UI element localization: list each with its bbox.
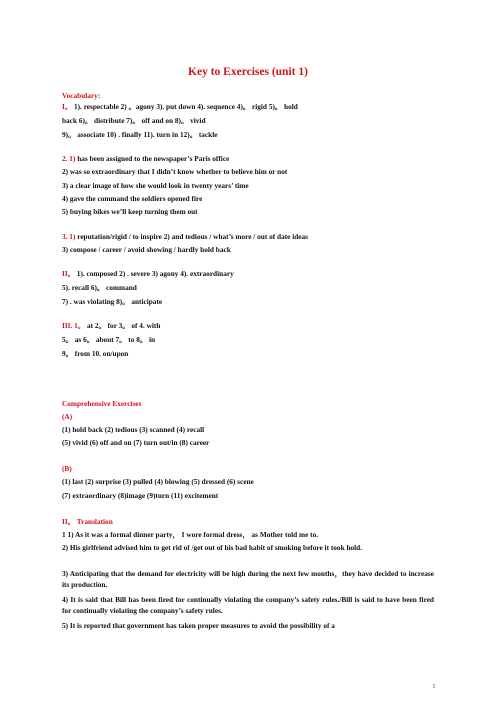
partIII-line1	[62, 320, 434, 331]
vocab-part2-line2: 2) was so extraordinary that I didn’t know whether to believe him or not	[62, 167, 288, 176]
vocab-part2-line4: 4) gave the command the soldiers opened fire	[62, 194, 203, 203]
part-number: I。	[62, 102, 73, 111]
section-a-label: (A)	[62, 412, 73, 421]
partII-line2: 5). recall 6)。 command	[62, 283, 137, 292]
vocab-part3-line1	[62, 231, 434, 242]
page-title: Key to Exercises (unit 1)	[188, 66, 308, 78]
answer-text: has been assigned to the newspaper’s Paris office	[75, 154, 230, 163]
translation-item-3: 3) Anticipating that the demand for electricity will be high during the next few months，they have decided to increase its production.	[62, 569, 434, 589]
partII-line1	[62, 268, 434, 279]
answer-text: 1). composed 2) . severe 3) agony 4). extraordinary	[74, 269, 234, 278]
partII-line3: 7) . was violating 8)。 anticipate	[62, 297, 163, 306]
translation-item-1: 1 1) As it was a formal dinner party， I wore formal dress， as Mother told me to.	[62, 530, 319, 539]
vocab-part2-line1	[62, 153, 434, 164]
part-number: 2. 1)	[62, 154, 76, 163]
answer-text: reputation/rigid / to inspire 2) and tedious / what’s more / out of date ideas	[75, 232, 309, 241]
part-number: 3. 1)	[62, 232, 76, 241]
section-b-line1: (1) last (2) surprise (3) pulled (4) blowing (5) dressed (6) scene	[62, 477, 254, 486]
section-a-line1: (1) hold back (2) tedious (3) scanned (4) recall	[62, 425, 205, 434]
vocab-part3-line2: 3) compose / career / avoid showing / hardly hold back	[62, 245, 231, 254]
part-number: III. 1。	[62, 321, 86, 330]
partIII-line2: 5。 as 6。 about 7。 to 8。 in	[62, 335, 156, 344]
vocab-part2-line5: 5) buying bikes we’ll keep turning them out	[62, 207, 198, 216]
answer-text: 1). respectable 2) 。agony 3). put down 4). sequence 4)。 rigid 5)。 hold	[72, 102, 298, 111]
vocabulary-heading: Vocabulary:	[62, 91, 101, 100]
vocab-part1-line1	[62, 101, 434, 112]
translation-item-5: 5) It is reported that government has taken proper measures to avoid the possibility of a	[62, 621, 335, 630]
section-a-line2: (5) vivid (6) off and on (7) turn out/in (8) career	[62, 438, 210, 447]
section-b-label: (B)	[62, 464, 72, 473]
comprehensive-heading: Comprehensive Exercises	[62, 399, 142, 408]
section-b-line2: (7) extraordinary (8)image (9)turn (11) excitement	[62, 491, 219, 500]
part-number: II。	[62, 269, 75, 278]
vocab-part1-line3: 9)。 associate 10) . finally 11). turn in 12)。 tackle	[62, 130, 218, 139]
answer-text: at 2。 for 3。 of 4. with	[85, 321, 161, 330]
partIII-line3: 9。 from 10. on/upon	[62, 349, 129, 358]
translation-item-4: 4) It is said that Bill has been fired for continually violating the company’s safety rules./Bill is said to have been fired for continually violating the company’s safety rules.	[62, 595, 434, 615]
vocab-part1-line2: back 6)。 distribute 7)。 off and on 8)。 vivid	[62, 116, 206, 125]
page-number: 1	[432, 684, 436, 690]
vocab-part2-line3: 3) a clear image of how she would look in twenty years’ time	[62, 181, 249, 190]
translation-heading: II。 Translation	[62, 517, 113, 526]
translation-item-2: 2) His girlfriend advised him to get rid of /get out of his bad habit of smoking before it took hold.	[62, 543, 363, 552]
